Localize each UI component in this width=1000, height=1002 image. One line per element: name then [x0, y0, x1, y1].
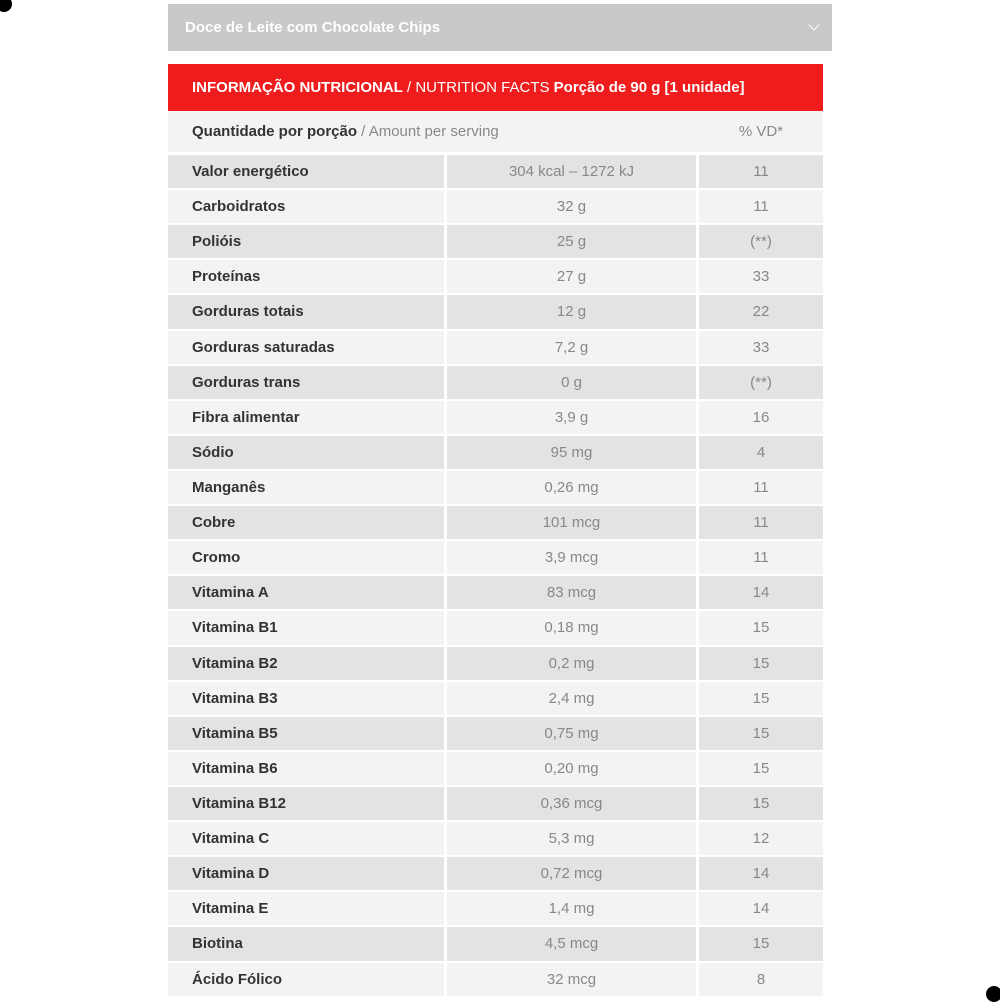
nutrient-amount: 0,26 mg	[447, 471, 699, 504]
table-row	[168, 682, 823, 717]
table-row	[168, 155, 823, 190]
nutrition-info-label: INFORMAÇÃO NUTRICIONAL	[192, 79, 403, 96]
table-row	[168, 822, 823, 857]
nutrition-table	[168, 64, 823, 998]
nutrient-name: Cobre	[168, 506, 447, 539]
nutrient-daily-value: 11	[699, 541, 823, 574]
nutrient-daily-value: 11	[699, 155, 823, 188]
nutrient-name: Gorduras trans	[168, 366, 447, 399]
nutrient-daily-value: 22	[699, 295, 823, 328]
table-row	[168, 401, 823, 436]
nutrient-name: Gorduras totais	[168, 295, 447, 328]
nutrient-name: Vitamina D	[168, 857, 447, 890]
nutrient-name: Carboidratos	[168, 190, 447, 223]
nutrient-amount: 95 mg	[447, 436, 699, 469]
nutrient-amount: 0 g	[447, 366, 699, 399]
nutrient-daily-value: 11	[699, 506, 823, 539]
nutrient-name: Vitamina B2	[168, 647, 447, 680]
nutrient-name: Vitamina E	[168, 892, 447, 925]
nutrient-daily-value: 11	[699, 471, 823, 504]
table-row	[168, 927, 823, 962]
table-row	[168, 611, 823, 646]
nutrient-daily-value: 8	[699, 963, 823, 996]
nutrient-amount: 32 mcg	[447, 963, 699, 996]
nutrient-daily-value: 15	[699, 647, 823, 680]
table-row	[168, 576, 823, 611]
nutrient-amount: 0,75 mg	[447, 717, 699, 750]
nutrient-daily-value: (**)	[699, 225, 823, 258]
nutrient-amount: 25 g	[447, 225, 699, 258]
nutrient-name: Vitamina B1	[168, 611, 447, 644]
nutrient-daily-value: 16	[699, 401, 823, 434]
nutrient-name: Ácido Fólico	[168, 963, 447, 996]
nutrient-name: Valor energético	[168, 155, 447, 188]
table-row	[168, 752, 823, 787]
amount-per-serving-heading	[168, 123, 699, 140]
table-row	[168, 892, 823, 927]
table-row	[168, 541, 823, 576]
product-accordion-header[interactable]	[168, 4, 832, 51]
nutrient-name: Vitamina B6	[168, 752, 447, 785]
nutrient-daily-value: 12	[699, 822, 823, 855]
nutrient-amount: 0,20 mg	[447, 752, 699, 785]
table-row	[168, 506, 823, 541]
nutrient-name: Fibra alimentar	[168, 401, 447, 434]
table-row	[168, 366, 823, 401]
nutrient-daily-value: 15	[699, 752, 823, 785]
nutrition-rows	[168, 155, 823, 998]
nutrient-name: Gorduras saturadas	[168, 331, 447, 364]
nutrient-name: Vitamina A	[168, 576, 447, 609]
nutrient-amount: 12 g	[447, 295, 699, 328]
nutrient-amount: 0,18 mg	[447, 611, 699, 644]
nutrient-daily-value: 15	[699, 611, 823, 644]
qty-per-portion-label: Quantidade por porção	[192, 123, 358, 140]
nutrient-daily-value: 4	[699, 436, 823, 469]
nutrient-amount: 2,4 mg	[447, 682, 699, 715]
nutrition-facts-header	[168, 64, 823, 111]
nutrient-amount: 304 kcal – 1272 kJ	[447, 155, 699, 188]
nutrient-daily-value: 14	[699, 576, 823, 609]
nutrient-daily-value: 15	[699, 927, 823, 960]
nutrient-daily-value: 15	[699, 717, 823, 750]
nutrient-amount: 7,2 g	[447, 331, 699, 364]
nutrient-daily-value: 15	[699, 787, 823, 820]
nutrient-name: Vitamina C	[168, 822, 447, 855]
nutrient-amount: 0,2 mg	[447, 647, 699, 680]
nutrient-daily-value: (**)	[699, 366, 823, 399]
table-row	[168, 260, 823, 295]
table-row	[168, 331, 823, 366]
nutrition-facts-label: / NUTRITION FACTS	[402, 79, 554, 96]
table-row	[168, 647, 823, 682]
amount-per-serving-label: / Amount per serving	[357, 123, 499, 140]
nutrient-amount: 4,5 mcg	[447, 927, 699, 960]
table-row	[168, 225, 823, 260]
nutrient-name: Proteínas	[168, 260, 447, 293]
nutrient-daily-value: 14	[699, 892, 823, 925]
nutrient-daily-value: 15	[699, 682, 823, 715]
product-title: Doce de Leite com Chocolate Chips	[185, 19, 441, 36]
nutrient-amount: 27 g	[447, 260, 699, 293]
nutrient-name: Manganês	[168, 471, 447, 504]
nutrient-name: Vitamina B5	[168, 717, 447, 750]
nutrient-name: Vitamina B3	[168, 682, 447, 715]
table-row	[168, 471, 823, 506]
nutrient-amount: 101 mcg	[447, 506, 699, 539]
nutrient-amount: 3,9 g	[447, 401, 699, 434]
serving-size-label: Porção de 90 g [1 unidade]	[553, 79, 745, 96]
nutrient-name: Polióis	[168, 225, 447, 258]
table-row	[168, 190, 823, 225]
nutrient-name: Vitamina B12	[168, 787, 447, 820]
nutrient-amount: 1,4 mg	[447, 892, 699, 925]
nutrient-daily-value: 11	[699, 190, 823, 223]
corner-dot-top-left	[0, 0, 12, 12]
nutrient-name: Biotina	[168, 927, 447, 960]
nutrient-amount: 83 mcg	[447, 576, 699, 609]
nutrient-amount: 5,3 mg	[447, 822, 699, 855]
nutrient-name: Sódio	[168, 436, 447, 469]
daily-value-heading: % VD*	[738, 123, 784, 140]
nutrient-amount: 32 g	[447, 190, 699, 223]
nutrient-daily-value: 33	[699, 260, 823, 293]
nutrient-amount: 3,9 mcg	[447, 541, 699, 574]
nutrient-amount: 0,72 mcg	[447, 857, 699, 890]
nutrient-name: Cromo	[168, 541, 447, 574]
table-row	[168, 787, 823, 822]
nutrient-amount: 0,36 mcg	[447, 787, 699, 820]
table-row	[168, 436, 823, 471]
nutrient-daily-value: 14	[699, 857, 823, 890]
table-row	[168, 963, 823, 998]
nutrition-subheader	[168, 111, 823, 155]
chevron-down-icon[interactable]	[808, 19, 819, 30]
table-row	[168, 295, 823, 330]
table-row	[168, 717, 823, 752]
nutrient-daily-value: 33	[699, 331, 823, 364]
table-row	[168, 857, 823, 892]
